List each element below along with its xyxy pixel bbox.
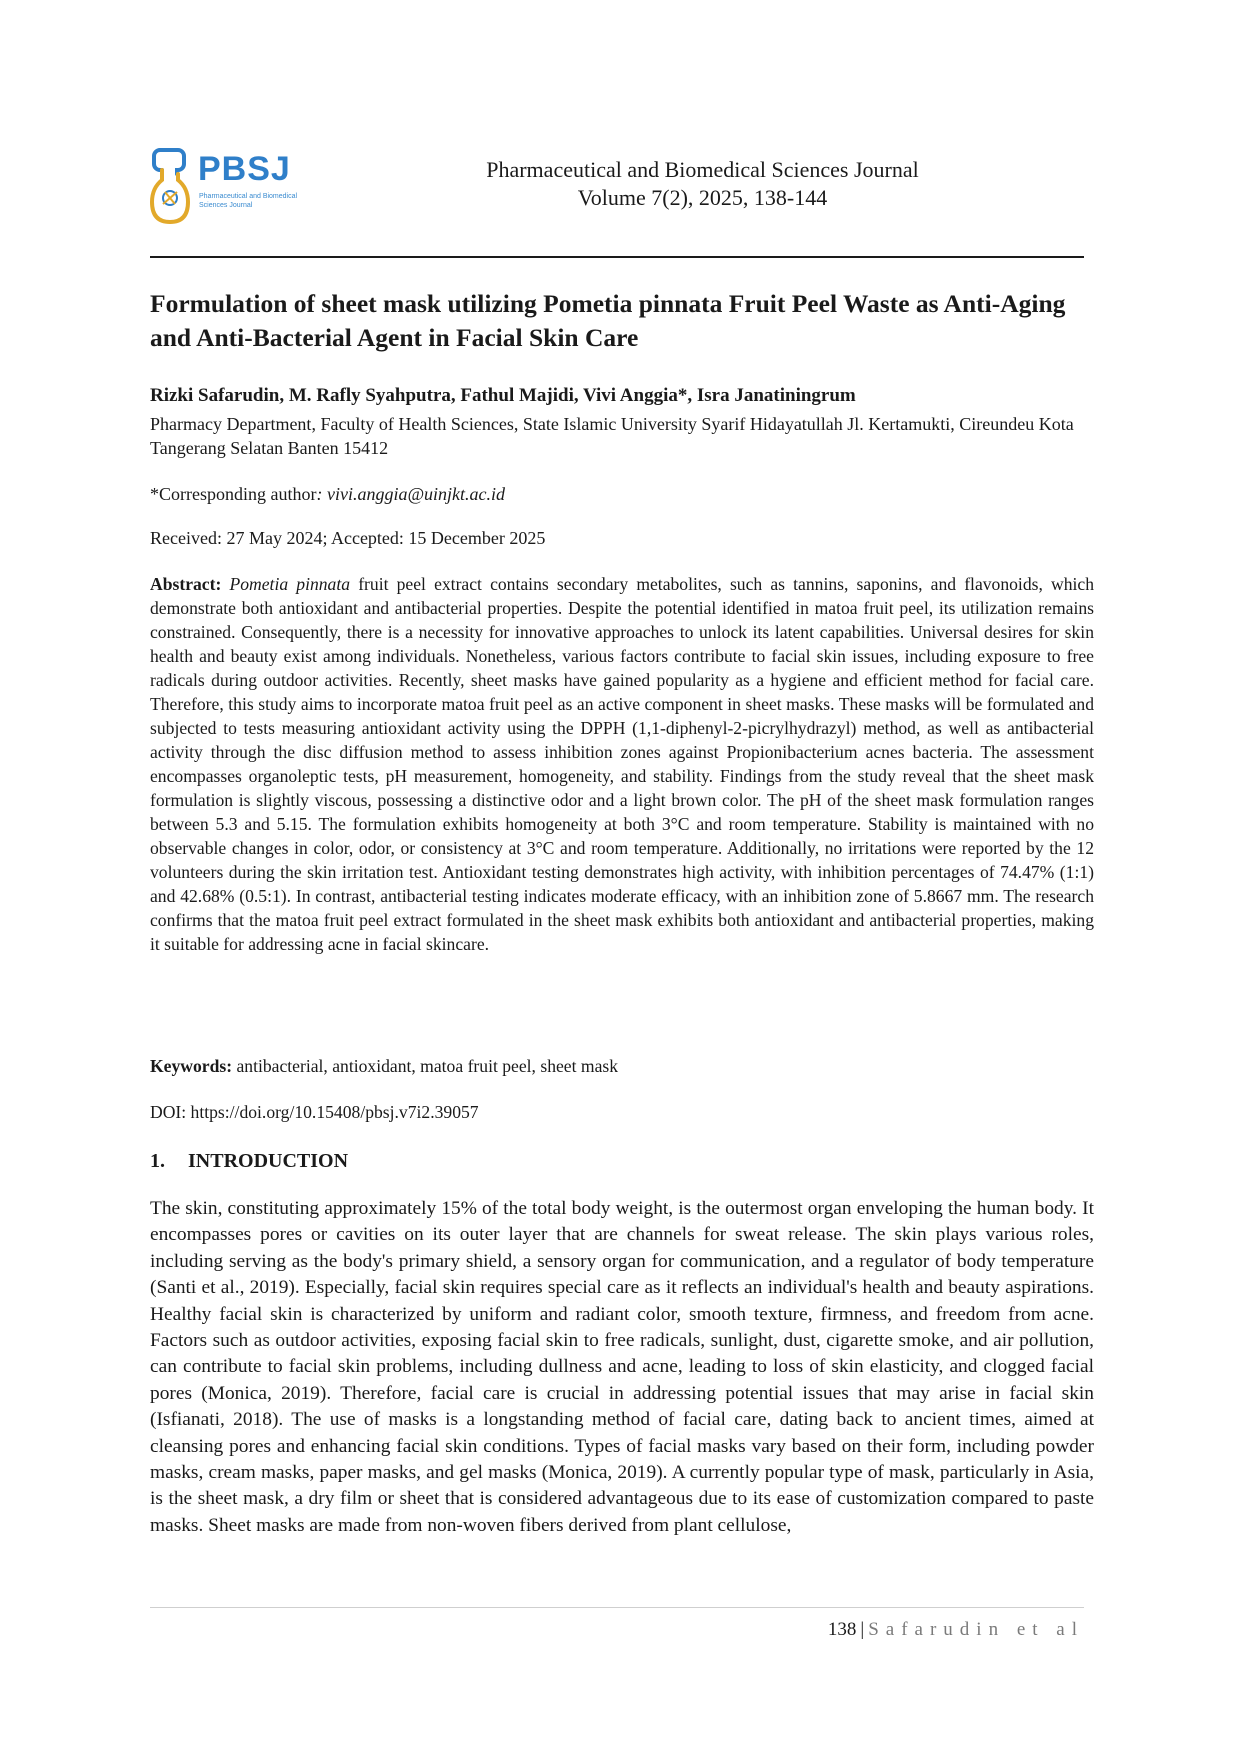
running-author: Safarudin et al — [868, 1619, 1084, 1640]
flask-logo-icon — [148, 146, 192, 228]
logo-tagline: Pharmaceutical and Biomedical Sciences Journal — [199, 193, 298, 209]
abstract — [150, 572, 1094, 956]
keywords-text: antibacterial, antioxidant, matoa fruit peel, sheet mask — [232, 1056, 619, 1076]
logo-wordmark: PBSJ — [198, 150, 291, 188]
affiliation: Pharmacy Department, Faculty of Health Sciences, State Islamic University Syarif Hidayatullah Jl. Kertamukti, Cireundeu Kota Tangerang Selatan Banten 15412 — [150, 414, 1074, 458]
introduction-paragraph: The skin, constituting approximately 15% of the total body weight, is the outermost organ enveloping the human body. It encompasses pores or cavities on its outer layer that are channels for sweat release. The skin plays various roles, including serving as the body's primary shield, a sensory organ for communication, and a regulator of body temperature (Santi et al., 2019). Especially, facial skin requires special care as it reflects an individual's health and beauty aspirations. Healthy facial skin is characterized by uniform and radiant color, smooth texture, firmness, and freedom from acne. Factors such as outdoor activities, exposing facial skin to free radicals, sunlight, dust, cigarette smoke, and air pollution, can contribute to facial skin problems, including dullness and acne, leading to loss of skin elasticity, and clogged facial pores (Monica, 2019). Therefore, facial care is crucial in addressing potential issues that may arise in facial skin (Isfianati, 2018). The use of masks is a longstanding method of facial care, dating back to ancient times, aimed at cleansing pores and enhancing facial skin conditions. Types of facial masks vary based on their form, including powder masks, cream masks, paper masks, and gel masks (Monica, 2019). A currently popular type of mask, particularly in Asia, is the sheet mask, a dry film or sheet that is considered advantageous due to its ease of customization compared to paste masks. Sheet masks are made from non-woven fibers derived from plant cellulose, — [150, 1198, 1094, 1536]
doi-link[interactable]: DOI: https://doi.org/10.15408/pbsj.v7i2.39057 — [150, 1102, 479, 1122]
journal-header — [440, 156, 965, 212]
keywords — [150, 1054, 618, 1078]
footer-divider — [150, 1607, 1084, 1608]
article-title: Formulation of sheet mask utilizing Pometia pinnata Fruit Peel Waste as Anti-Aging and Anti-Bacterial Agent in Facial Skin Care — [150, 289, 1066, 352]
section-heading-introduction — [150, 1148, 348, 1174]
volume-info: Volume 7(2), 2025, 138-144 — [577, 185, 828, 210]
corresponding-email: : vivi.anggia@uinjkt.ac.id — [316, 484, 506, 504]
page-footer — [828, 1618, 1084, 1642]
received-dates: Received: 27 May 2024; Accepted: 15 December 2025 — [150, 528, 546, 548]
section-title: INTRODUCTION — [188, 1150, 349, 1172]
journal-name: Pharmaceutical and Biomedical Sciences Journal — [486, 157, 919, 182]
author-list: Rizki Safarudin, M. Rafly Syahputra, Fathul Majidi, Vivi Anggia*, Isra Janatiningrum — [150, 385, 856, 406]
section-number: 1. — [150, 1150, 165, 1172]
journal-logo — [148, 146, 308, 228]
abstract-text: fruit peel extract contains secondary metabolites, such as tannins, saponins, and flavonoids, which demonstrate both antioxidant and antibacterial properties. Despite the potential identified in matoa fruit peel, its utilization remains constrained. Consequently, there is a necessity for innovative approaches to unlock its latent capabilities. Universal desires for skin health and beauty exist among individuals. Nonetheless, various factors contribute to facial skin issues, including exposure to free radicals during outdoor activities. Recently, sheet masks have gained popularity as a hygiene and efficient method for facial care. Therefore, this study aims to incorporate matoa fruit peel as an active component in sheet masks. These masks will be formulated and subjected to tests measuring antioxidant activity using the DPPH (1,1-diphenyl-2-picrylhydrazyl) method, as well as antibacterial activity through the disc diffusion method to assess inhibition zones against Propionibacterium acnes bacteria. The assessment encompasses organoleptic tests, pH measurement, homogeneity, and stability. Findings from the study reveal that the sheet mask formulation is slightly viscous, possessing a distinctive odor and a light brown color. The pH of the sheet mask formulation ranges between 5.3 and 5.15. The formulation exhibits homogeneity at both 3°C and room temperature. Stability is maintained with no observable changes in color, odor, or consistency at 3°C and room temperature. Additionally, no irritations were reported by the 12 volunteers during the skin irritation test. Antioxidant testing demonstrates high activity, with inhibition percentages of 74.47% (1:1) and 42.68% (0.5:1). In contrast, antibacterial testing indicates moderate efficacy, with an inhibition zone of 5.8667 mm. The research confirms that the matoa fruit peel extract formulated in the sheet mask exhibits both antioxidant and antibacterial properties, making it suitable for addressing acne in facial skincare. — [150, 574, 1095, 954]
page-number: 138 — [827, 1619, 857, 1640]
header-divider — [150, 256, 1084, 258]
abstract-label: Abstract: — [150, 574, 222, 594]
footer-separator: | — [860, 1619, 865, 1640]
abstract-species: Pometia pinnata — [229, 574, 351, 594]
corresponding-author — [150, 482, 505, 506]
keywords-label: Keywords: — [150, 1056, 233, 1076]
corresponding-label: *Corresponding author — [150, 484, 317, 504]
